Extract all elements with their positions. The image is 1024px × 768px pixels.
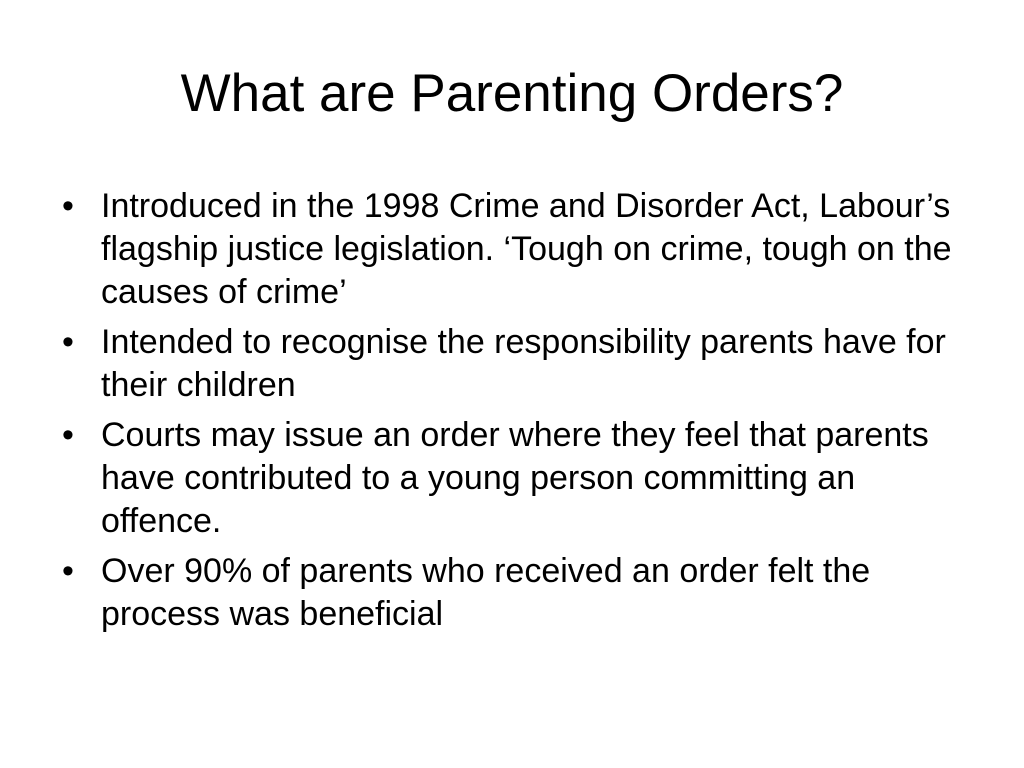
bullet-item-1 — [58, 185, 958, 314]
bullet-text: Intended to recognise the responsibility parents have for their children — [101, 323, 946, 404]
bullet-dot-icon: • — [62, 416, 74, 454]
bullet-dot-icon: • — [62, 552, 74, 590]
bullet-item-3 — [58, 414, 958, 543]
slide-title: What are Parenting Orders? — [180, 64, 844, 123]
bullet-text: Courts may issue an order where they feel that parents have contributed to a young person committing an offence. — [101, 416, 929, 540]
bullet-list — [58, 185, 958, 643]
bullet-dot-icon: • — [62, 323, 74, 361]
bullet-text: Introduced in the 1998 Crime and Disorder Act, Labour’s flagship justice legislation. ‘Tough on crime, tough on the causes of crime’ — [101, 187, 952, 311]
bullet-text: Over 90% of parents who received an order felt the process was beneficial — [101, 552, 871, 633]
bullet-item-4 — [58, 550, 958, 636]
bullet-dot-icon: • — [62, 187, 74, 225]
bullet-item-2 — [58, 321, 958, 407]
